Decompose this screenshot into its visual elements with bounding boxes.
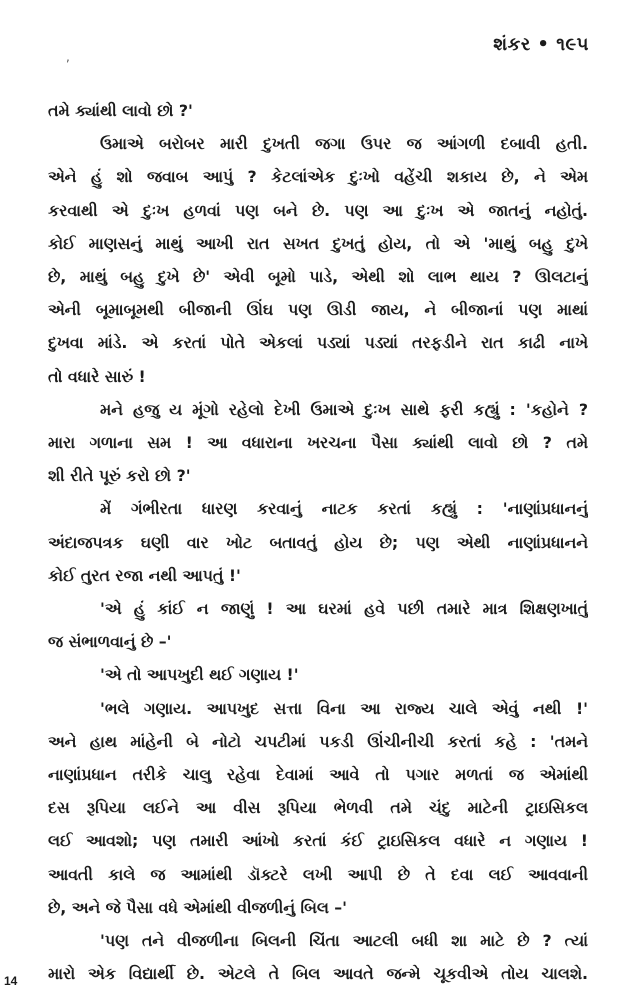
- page-number: 14: [4, 974, 18, 988]
- text-line: મને હજુ ય મૂંગો રહેલો દેખી ઉમાએ દુઃખ સાથે ફરી કહ્યું : 'કહોને ?: [100, 399, 588, 419]
- text-line: તમે ક્યાંથી લાવો છો ?': [48, 101, 193, 120]
- text-line: એને હું શો જવાબ આપું ? કેટલાંએક દુઃખો વહેંચી શકાય છે, ને એમ: [48, 167, 588, 187]
- running-head: શંકર • ૧૯૫: [493, 34, 589, 55]
- text-line: દસ રૂપિયા લઈને આ વીસ રૂપિયા ભેળવી તમે ચંદુ માટેની ટ્રાઇસિકલ: [48, 798, 588, 818]
- text-line: શી રીતે પૂરું કરો છો ?': [48, 466, 191, 486]
- text-line: 'એ તો આપખુદી થઈ ગણાય !': [100, 665, 299, 685]
- text-block: [48, 94, 588, 990]
- text-line: અને હાથ માંહેની બે નોટો ચપટીમાં પકડી ઊંચીનીચી કરતાં કહે : 'તમને: [48, 731, 588, 751]
- text-line: મારો એક વિદ્યાર્થી છે. એટલે તે બિલ આવતે જન્મે ચૂકવીએ તોય ચાલશે.: [48, 964, 588, 984]
- text-line: 'પણ તને વીજળીના બિલની ચિંતા આટલી બધી શા માટે છે ? ત્યાં: [100, 931, 588, 951]
- text-line: જ સંભાળવાનું છે –': [48, 632, 172, 652]
- text-line: મેં ગંભીરતા ધારણ કરવાનું નાટક કરતાં કહ્યું : 'નાણાંપ્રધાનનું: [100, 499, 588, 519]
- text-line: કરવાથી એ દુઃખ હળવાં પણ બને છે. પણ આ દુઃખ એ જાતનું નહોતું.: [48, 200, 588, 220]
- text-line: આવતી કાલે જ આમાંથી ડૉક્ટરે લખી આપી છે તે દવા લઈ આવવાની: [48, 864, 588, 884]
- stray-mark: ,: [66, 50, 70, 64]
- text-line: મારા ગળાના સમ ! આ વધારાના ખરચના પૈસા ક્યાંથી લાવો છો ? તમે: [48, 433, 588, 453]
- text-line: છે, અને જે પૈસા વધે એમાંથી વીજળીનું બિલ –': [48, 897, 347, 917]
- text-line: ઉમાએ બરોબર મારી દુખતી જગા ઉપર જ આંગળી દબાવી હતી.: [100, 134, 588, 154]
- body-text: [48, 94, 588, 990]
- text-line: કોઈ માણસનું માથું આખી રાત સખત દુખતું હોય, તો એ 'માથું બહુ દુખે: [48, 233, 588, 253]
- text-line: કોઈ તુરત રજા નથી આપતું !': [48, 565, 241, 585]
- text-line: અંદાજપત્રક ઘણી વાર ખોટ બતાવતું હોય છે; પણ એથી નાણાંપ્રધાનને: [48, 532, 588, 552]
- text-line: દુખવા માંડે. એ કરતાં પોતે એકલાં પડ્યાં પડ્યાં તરફડીને રાત કાઢી નાખે: [48, 333, 588, 353]
- text-line: 'ભલે ગણાય. આપખુદ સત્તા વિના આ રાજ્ય ચાલે એવું નથી !': [100, 698, 588, 718]
- text-line: નાણાંપ્રધાન તરીકે ચાલુ રહેવા દેવામાં આવે તો પગાર મળતાં જ એમાંથી: [48, 765, 588, 785]
- text-line: 'એ હું કાંઈ ન જાણું ! આ ઘરમાં હવે પછી તમારે માત્ર શિક્ષણખાતું: [100, 599, 588, 619]
- text-line: એની બૂમાબૂમથી બીજાની ઊંઘ પણ ઊડી જાય, ને બીજાનાં પણ માથાં: [48, 300, 588, 320]
- text-line: છે, માથું બહુ દુખે છે' એવી બૂમો પાડે, એથી શો લાભ થાય ? ઊલટાનું: [48, 267, 588, 287]
- text-line: તો વધારે સારું !: [48, 366, 146, 386]
- text-line: લઈ આવશો; પણ તમારી આંખો કરતાં કંઈ ટ્રાઇસિકલ વધારે ન ગણાય !: [48, 831, 588, 851]
